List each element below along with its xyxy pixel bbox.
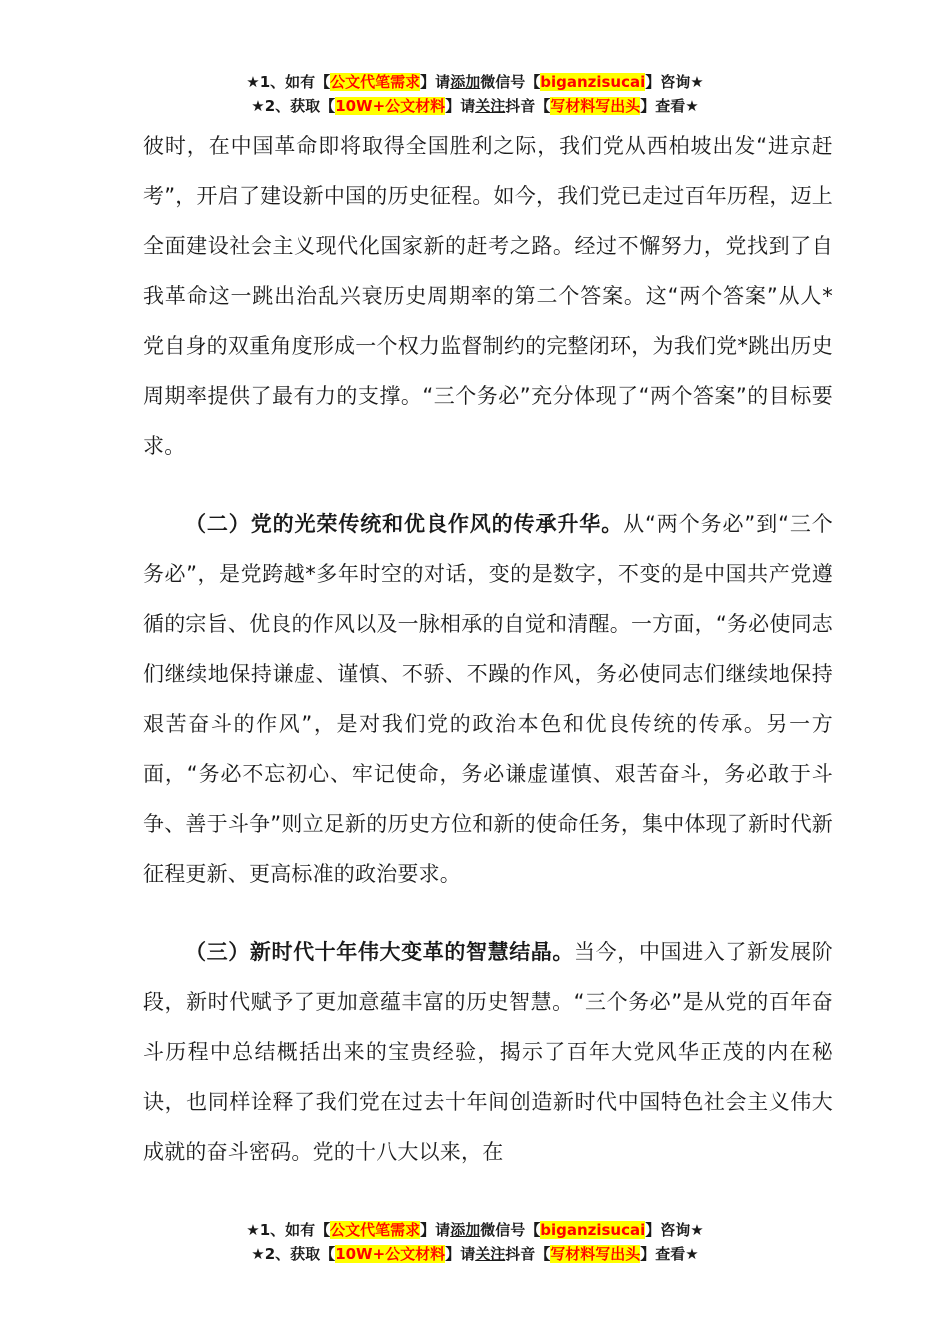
underlined-follow: 关注 bbox=[475, 1245, 506, 1263]
footer-banner bbox=[0, 1218, 950, 1266]
underlined-add: 添加 bbox=[450, 1221, 481, 1239]
banner-line-1: ★1、如有【公文代笔需求】请添加微信号【biganzisucai】咨询★ bbox=[246, 73, 704, 91]
paragraph-2-text: 从“两个务必”到“三个务必”，是党跨越*多年时空的对话，变的是数字，不变的是中国共产党遵循的宗旨、优良的作风以及一脉相承的自觉和清醒。一方面，“务必使同志们继续地保持谦虚、谨慎、不骄、不躁的作风，务必使同志们继续地保持艰苦奋斗的作风”，是对我们党的政治本色和优良传统的传承。另一方面，“务必不忘初心、牢记使命，务必谦虚谨慎、艰苦奋斗，务必敢于斗争、善于斗争”则立足新的历史方位和新的使命任务，集中体现了新时代新征程更新、更高标准的政治要求。 bbox=[143, 512, 833, 886]
highlight-wechat-id: biganzisucai bbox=[540, 73, 646, 91]
document-body bbox=[143, 121, 833, 1177]
highlight-service: 公文代笔需求 bbox=[330, 1221, 421, 1239]
footer-line-2: ★2、获取【10W+公文材料】请关注抖音【写材料写出头】查看★ bbox=[251, 1245, 699, 1263]
paragraph-1: 彼时，在中国革命即将取得全国胜利之际，我们党从西柏坡出发“进京赶考”，开启了建设新中国的历史征程。如今，我们党已走过百年历程，迈上全面建设社会主义现代化国家新的赶考之路。经过不懈努力，党找到了自我革命这一跳出治乱兴衰历史周期率的第二个答案。这“两个答案”从人*党自身的双重角度形成一个权力监督制约的完整闭环，为我们党*跳出历史周期率提供了最有力的支撑。“三个务必”充分体现了“两个答案”的目标要求。 bbox=[143, 134, 833, 458]
section-heading-3: （三）新时代十年伟大变革的智慧结晶。 bbox=[185, 940, 575, 964]
underlined-add: 添加 bbox=[450, 73, 481, 91]
highlight-service: 公文代笔需求 bbox=[330, 73, 421, 91]
paragraph-3-text: 当今，中国进入了新发展阶段，新时代赋予了更加意蕴丰富的历史智慧。“三个务必”是从党的百年奋斗历程中总结概括出来的宝贵经验，揭示了百年大党风华正茂的内在秘诀，也同样诠释了我们党在过去十年间创造新时代中国特色社会主义伟大成就的奋斗密码。党的十八大以来，在 bbox=[143, 940, 833, 1164]
header-banner bbox=[0, 70, 950, 118]
highlight-douyin-account: 写材料写出头 bbox=[550, 97, 641, 115]
underlined-follow: 关注 bbox=[475, 97, 506, 115]
section-heading-2: （二）党的光荣传统和优良作风的传承升华。 bbox=[185, 512, 624, 536]
footer-line-1: ★1、如有【公文代笔需求】请添加微信号【biganzisucai】咨询★ bbox=[246, 1221, 704, 1239]
highlight-materials: 10W+公文材料 bbox=[335, 1245, 446, 1263]
paragraph-2 bbox=[143, 499, 833, 899]
highlight-materials: 10W+公文材料 bbox=[335, 97, 446, 115]
highlight-douyin-account: 写材料写出头 bbox=[550, 1245, 641, 1263]
highlight-wechat-id: biganzisucai bbox=[540, 1221, 646, 1239]
paragraph-3 bbox=[143, 927, 833, 1177]
banner-line-2: ★2、获取【10W+公文材料】请关注抖音【写材料写出头】查看★ bbox=[251, 97, 699, 115]
